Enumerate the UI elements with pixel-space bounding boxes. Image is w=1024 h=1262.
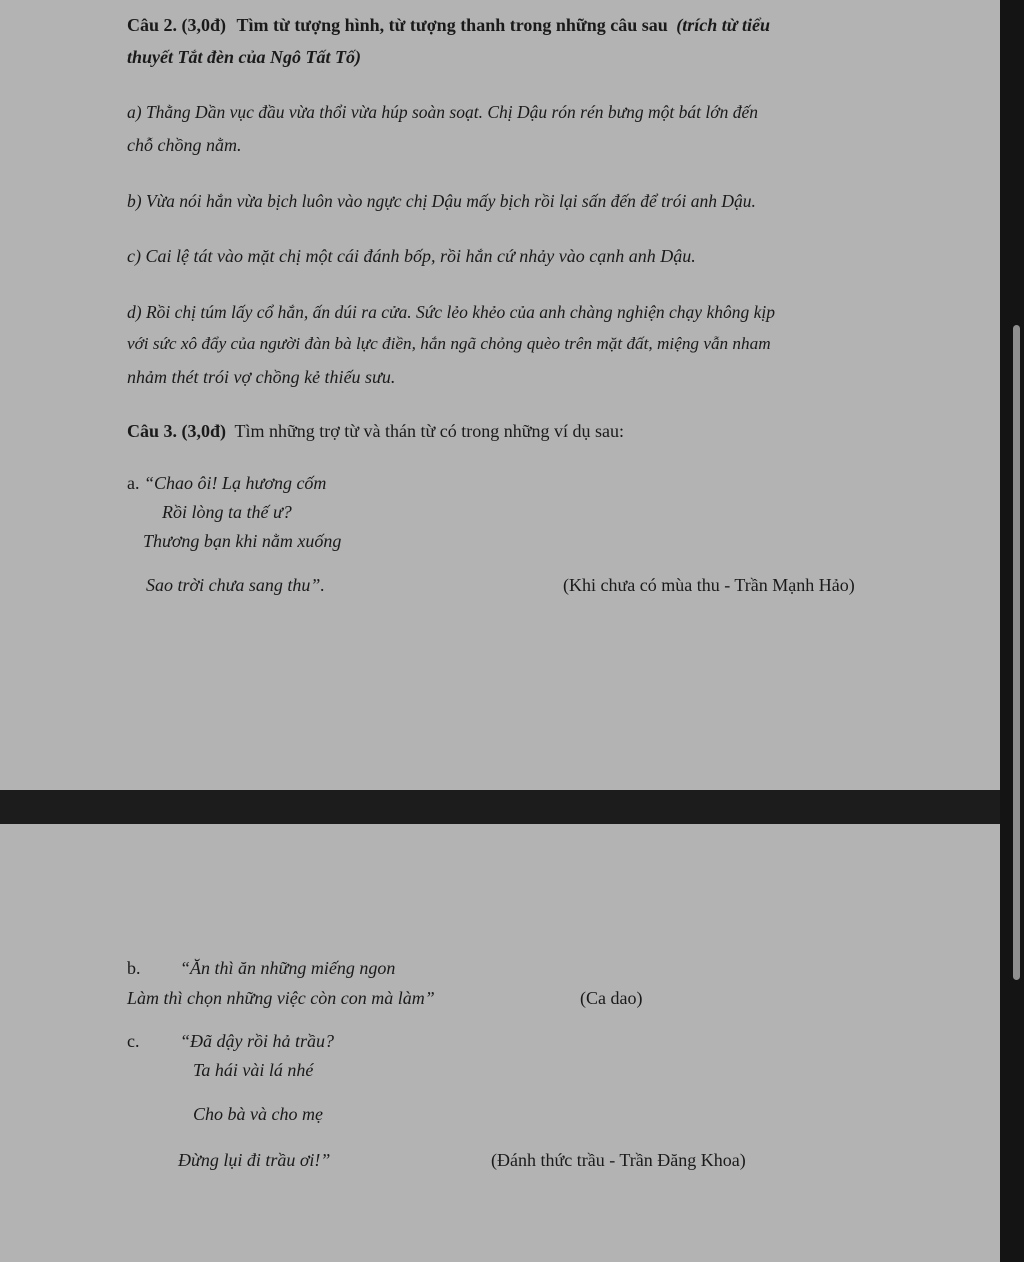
- q2-item-b: b) Vừa nói hắn vừa bịch luôn vào ngực chị Dậu mấy bịch rồi lại sấn đến để trói anh Dậu.: [127, 191, 756, 211]
- q3-b-poem-line2: Làm thì chọn những việc còn con mà làm”: [127, 988, 435, 1008]
- q2-item-d-line2: với sức xô đẩy của người đàn bà lực điền, hắn ngã chỏng quèo trên mặt đất, miệng vẫn nham: [127, 334, 771, 353]
- q3-a-poem-line3: Thương bạn khi nằm xuống: [143, 531, 342, 551]
- q3-c-source: (Đánh thức trầu - Trần Đăng Khoa): [491, 1150, 746, 1170]
- q3-b-source: (Ca dao): [580, 988, 643, 1008]
- q3-item-b-marker: b.: [127, 958, 141, 978]
- q3-item-c-marker: c.: [127, 1031, 140, 1051]
- q3-b-poem-line1: “Ăn thì ăn những miếng ngon: [180, 958, 396, 978]
- vertical-scrollbar[interactable]: [1000, 0, 1024, 1262]
- question-2-prompt: Tìm từ tượng hình, từ tượng thanh trong những câu sau: [236, 15, 668, 35]
- q2-item-c: c) Cai lệ tát vào mặt chị một cái đánh bốp, rồi hắn cứ nhảy vào cạnh anh Dậu.: [127, 246, 696, 266]
- question-2-source-cont: thuyết Tắt đèn của Ngô Tất Tố): [127, 47, 361, 67]
- scrollbar-thumb[interactable]: [1013, 325, 1020, 980]
- q3-c-poem-line3: Cho bà và cho mẹ: [193, 1104, 323, 1124]
- q3-a-source: (Khi chưa có mùa thu - Trần Mạnh Hảo): [563, 575, 855, 595]
- q3-c-poem-line2: Ta hái vài lá nhé: [193, 1060, 314, 1080]
- question-3-label: Câu 3. (3,0đ): [127, 421, 227, 441]
- q3-a-poem-line1: “Chao ôi! Lạ hương cốm: [144, 473, 327, 493]
- q3-a-poem-line4: Sao trời chưa sang thu”.: [146, 575, 325, 595]
- q2-item-d-line1: d) Rồi chị túm lấy cổ hắn, ấn dúi ra cửa. Sức lẻo khẻo của anh chàng nghiện chạy không kịp: [127, 302, 775, 322]
- q3-c-poem-line4: Đừng lụi đi trầu ơi!”: [178, 1150, 331, 1170]
- q3-a-poem-line2: Rồi lòng ta thế ư?: [162, 502, 292, 522]
- q2-item-d-line3: nhảm thét trói vợ chồng kẻ thiếu sưu.: [127, 367, 396, 387]
- question-3-prompt: Tìm những trợ từ và thán từ có trong những ví dụ sau:: [234, 421, 625, 441]
- q3-c-poem-line1: “Đã dậy rồi hả trầu?: [180, 1031, 335, 1051]
- q3-item-a-marker: a.: [127, 473, 140, 493]
- question-3-heading: [127, 420, 624, 442]
- question-2-heading: [127, 14, 770, 36]
- q2-item-a-line2: chỗ chồng nằm.: [127, 135, 242, 155]
- document-page-2: [0, 824, 1000, 1262]
- q3-item-a-first-line: [127, 472, 326, 494]
- question-2-label: Câu 2. (3,0đ): [127, 15, 227, 35]
- question-2-source: (trích từ tiểu: [676, 15, 771, 35]
- q2-item-a-line1: a) Thằng Dần vục đầu vừa thổi vừa húp soàn soạt. Chị Dậu rón rén bưng một bát lớn đến: [127, 102, 758, 122]
